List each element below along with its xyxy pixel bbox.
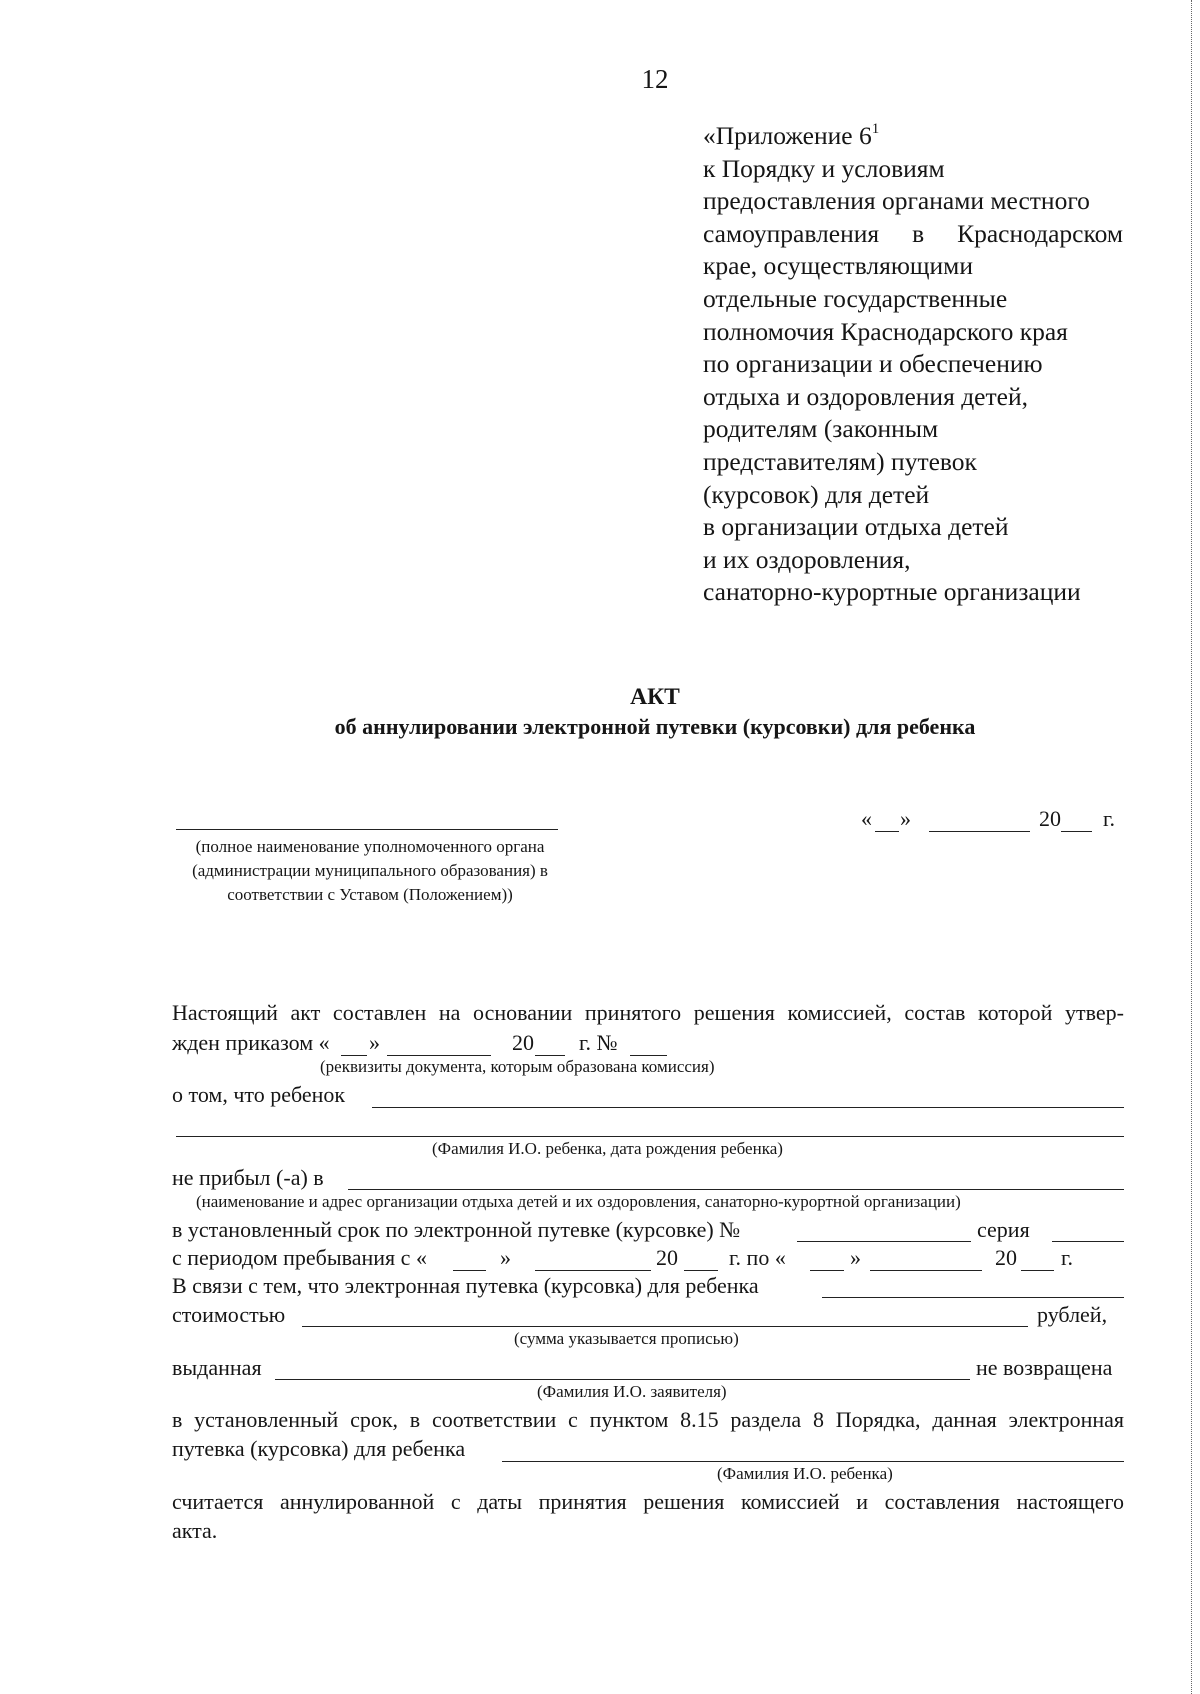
final-line-1: считается аннулированной с даты принятия решения комиссией и составления настоящего: [172, 1489, 1124, 1514]
order-caption: (реквизиты документа, которым образована комиссия): [320, 1057, 715, 1076]
period-from-quote: »: [500, 1245, 511, 1270]
date-day-line[interactable]: [875, 831, 899, 832]
order-number-label: г. №: [579, 1030, 618, 1055]
child-caption: (Фамилия И.О. ребенка, дата рождения ребенка): [432, 1139, 783, 1158]
period-from-year-prefix: 20: [656, 1245, 678, 1270]
period-to-day-line[interactable]: [810, 1270, 844, 1271]
appendix-line: в организации отдыха детей: [703, 512, 1009, 542]
act-title: АКТ: [630, 684, 680, 710]
period-from-year-line[interactable]: [684, 1270, 718, 1271]
appendix-line: отдыха и оздоровления детей,: [703, 381, 1028, 411]
voucher-child-line[interactable]: [502, 1461, 1124, 1462]
body-line-1: Настоящий акт составлен на основании принятого решения комиссией, состав которой утвер-: [172, 1000, 1124, 1025]
appendix-line: представителям) путевок: [703, 446, 977, 476]
appendix-line: и их оздоровления,: [703, 544, 911, 574]
order-year-prefix: 20: [512, 1030, 534, 1055]
date-close-quote: »: [900, 806, 911, 831]
order-label: жден приказом «: [172, 1030, 330, 1055]
final-line-2: акта.: [172, 1518, 218, 1543]
period-to-month-line[interactable]: [870, 1270, 982, 1271]
order-number-line[interactable]: [630, 1055, 667, 1056]
deadline-line: в установленный срок, в соответствии с пунктом 8.15 раздела 8 Порядка, данная электронная: [172, 1407, 1124, 1432]
period-to-label: г. по «: [729, 1245, 786, 1270]
period-to-year-line[interactable]: [1021, 1270, 1054, 1271]
appendix-heading: [703, 120, 1123, 609]
voucher-child-label: путевка (курсовка) для ребенка: [172, 1436, 466, 1461]
appendix-line: санаторно-курортные организации: [703, 577, 1081, 607]
period-label: с периодом пребывания с «: [172, 1245, 427, 1270]
cost-caption: (сумма указывается прописью): [514, 1329, 739, 1348]
appendix-line: к Порядку и условиям: [703, 153, 945, 183]
cost-unit: рублей,: [1037, 1302, 1108, 1327]
date-year-prefix: 20: [1039, 806, 1061, 831]
order-month-line[interactable]: [387, 1055, 491, 1056]
order-day-line[interactable]: [341, 1055, 367, 1056]
org-caption: (полное наименование уполномоченного органа (администрации муниципального образования) в соответствии с Уставом (Положением)): [192, 837, 548, 905]
period-to-quote: »: [850, 1245, 861, 1270]
issued-line[interactable]: [275, 1379, 970, 1380]
series-label: серия: [977, 1217, 1030, 1242]
arrived-caption: (наименование и адрес организации отдыха детей и их оздоровления, санаторно-курортной организации): [196, 1192, 961, 1211]
org-name-line[interactable]: [176, 829, 558, 830]
appendix-line: крае, осуществляющими: [703, 251, 973, 281]
child-label: о том, что ребенок: [172, 1082, 346, 1107]
issued-label: выданная: [172, 1355, 262, 1380]
cost-label: стоимостью: [172, 1302, 286, 1327]
period-to-suffix: г.: [1061, 1245, 1074, 1270]
connection-label: В связи с тем, что электронная путевка (курсовка) для ребенка: [172, 1273, 759, 1298]
act-subtitle: об аннулировании электронной путевки (курсовки) для ребенка: [334, 714, 976, 739]
period-from-day-line[interactable]: [453, 1270, 486, 1271]
appendix-line: отдельные государственные: [703, 283, 1008, 313]
period-to-year-prefix: 20: [995, 1245, 1017, 1270]
appendix-line: по организации и обеспечению: [703, 349, 1043, 379]
voucher-child-caption: (Фамилия И.О. ребенка): [717, 1464, 893, 1483]
appendix-title: «Приложение $6^1$: [703, 121, 880, 150]
voucher-number-line[interactable]: [797, 1241, 971, 1242]
series-line[interactable]: [1052, 1241, 1124, 1242]
order-quote-close: »: [369, 1030, 380, 1055]
voucher-label: в установленный срок по электронной путевке (курсовке) №: [172, 1217, 741, 1242]
arrived-line[interactable]: [348, 1189, 1124, 1190]
date-month-line[interactable]: [929, 831, 1030, 832]
date-year-line[interactable]: [1061, 831, 1092, 832]
date-suffix: г.: [1103, 806, 1116, 831]
appendix-line: самоуправления в Краснодарском: [703, 218, 1123, 248]
not-returned-label: не возвращена: [976, 1355, 1113, 1380]
scan-edge-divider: [1191, 0, 1194, 1694]
appendix-line: предоставления органами местного: [703, 186, 1090, 216]
appendix-line: родителям (законным: [703, 414, 939, 444]
arrived-label: не прибыл (-а) в: [172, 1165, 324, 1190]
date-open-quote: «: [861, 806, 872, 831]
page-number: 12: [641, 64, 669, 94]
issued-caption: (Фамилия И.О. заявителя): [537, 1382, 727, 1401]
child-line-2[interactable]: [176, 1136, 1124, 1137]
connection-line[interactable]: [822, 1297, 1124, 1298]
order-year-line[interactable]: [535, 1055, 565, 1056]
cost-line[interactable]: [302, 1326, 1028, 1327]
appendix-line: полномочия Краснодарского края: [703, 316, 1068, 346]
period-from-month-line[interactable]: [535, 1270, 651, 1271]
appendix-line: (курсовок) для детей: [703, 479, 930, 509]
child-line-1[interactable]: [372, 1107, 1124, 1108]
